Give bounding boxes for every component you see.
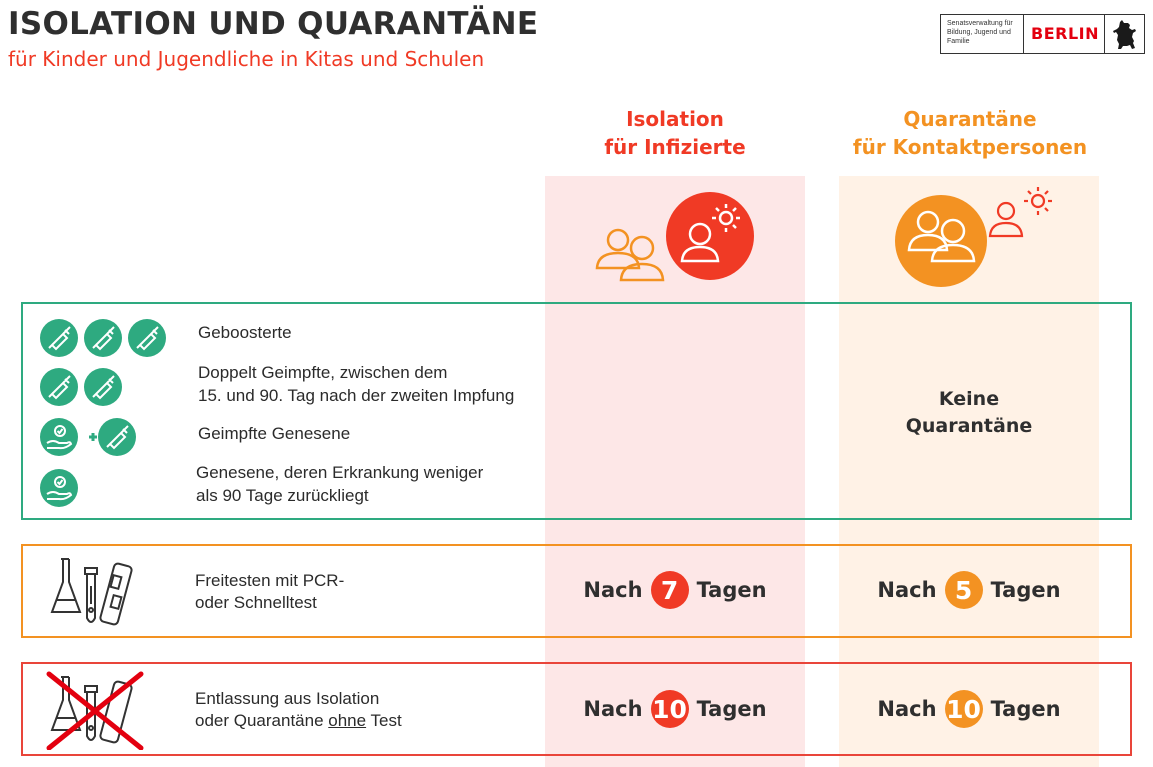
result-suffix: Tagen [990,578,1061,602]
test-tubes-icon [49,556,145,628]
quarantine-heading-line2: für Kontaktpersonen [852,135,1088,159]
logo-city: BERLIN [1031,24,1099,43]
logo-divider [1023,15,1024,53]
isolation-heading-line2: für Infizierte [604,135,746,159]
syringe-icon [40,368,78,406]
logo-department: Senatsverwaltung für Bildung, Jugend und Familie [947,20,1013,45]
result-suffix: Tagen [696,697,767,721]
days-badge: 10 [945,690,983,728]
isolation-heading-line1: Isolation [626,107,724,131]
recovered-line1: Genesene, deren Erkrankung weniger [196,463,484,482]
infected-person-icon [590,188,760,288]
boosted-label: Geboosterte [198,323,292,342]
test-release-label [195,570,344,614]
result-suffix: Tagen [696,578,767,602]
no-test-emphasis: ohne [328,711,367,730]
quarantine-no-test-result [839,690,1099,728]
days-badge: 10 [651,690,689,728]
vaccinated-recovered-label: Geimpfte Genesene [198,424,351,443]
recovered-hand-icon [39,468,79,508]
syringe-icon-group [39,367,129,407]
no-test-release-line2 [195,710,402,732]
days-badge: 5 [945,571,983,609]
double-vaccinated-line2: 15. und 90. Tag nach der zweiten Impfung [198,386,515,405]
page-title: ISOLATION UND QUARANTÄNE [8,6,539,42]
isolation-test-result [545,571,805,609]
syringe-icon [98,418,136,456]
double-vaccinated-line1: Doppelt Geimpfte, zwischen dem [198,363,448,382]
quarantine-heading [830,105,1110,161]
plus-icon [89,433,97,441]
logo-divider [1104,15,1105,53]
result-prefix: Nach [583,578,643,602]
result-suffix: Tagen [990,697,1061,721]
crossed-test-tubes-icon [43,670,147,750]
syringe-icon [128,319,166,357]
isolation-heading [545,105,805,161]
quarantine-test-result [839,571,1099,609]
syringe-icon [84,368,122,406]
no-quarantine-line2: Quarantäne [905,415,1033,437]
no-quarantine-result [839,386,1099,440]
senate-logo [940,14,1145,54]
no-test-release-line1: Entlassung aus Isolation [195,689,380,708]
contact-persons-icon [895,182,1065,292]
no-test-release-label [195,688,402,732]
syringe-icon [84,319,122,357]
syringe-icon-group [39,318,169,358]
page-subtitle: für Kinder und Jugendliche in Kitas und Schulen [8,47,485,71]
quarantine-heading-line1: Quarantäne [903,107,1037,131]
days-badge: 7 [651,571,689,609]
result-prefix: Nach [583,697,643,721]
test-release-line1: Freitesten mit PCR- [195,571,345,590]
test-release-line2: oder Schnelltest [195,593,317,612]
recovered-hand-icon [40,418,78,456]
berlin-bear-icon [1111,19,1139,51]
result-prefix: Nach [877,697,937,721]
no-test-release-line2-c: Test [366,711,402,730]
no-test-release-line2-a: oder Quarantäne [195,711,329,730]
recovered-label [196,461,483,507]
no-quarantine-line1: Keine [938,388,1000,410]
result-prefix: Nach [877,578,937,602]
double-vaccinated-label [198,361,514,407]
recovered-plus-syringe-group [39,417,139,457]
syringe-icon [40,319,78,357]
recovered-line2: als 90 Tage zurückliegt [196,486,369,505]
isolation-no-test-result [545,690,805,728]
